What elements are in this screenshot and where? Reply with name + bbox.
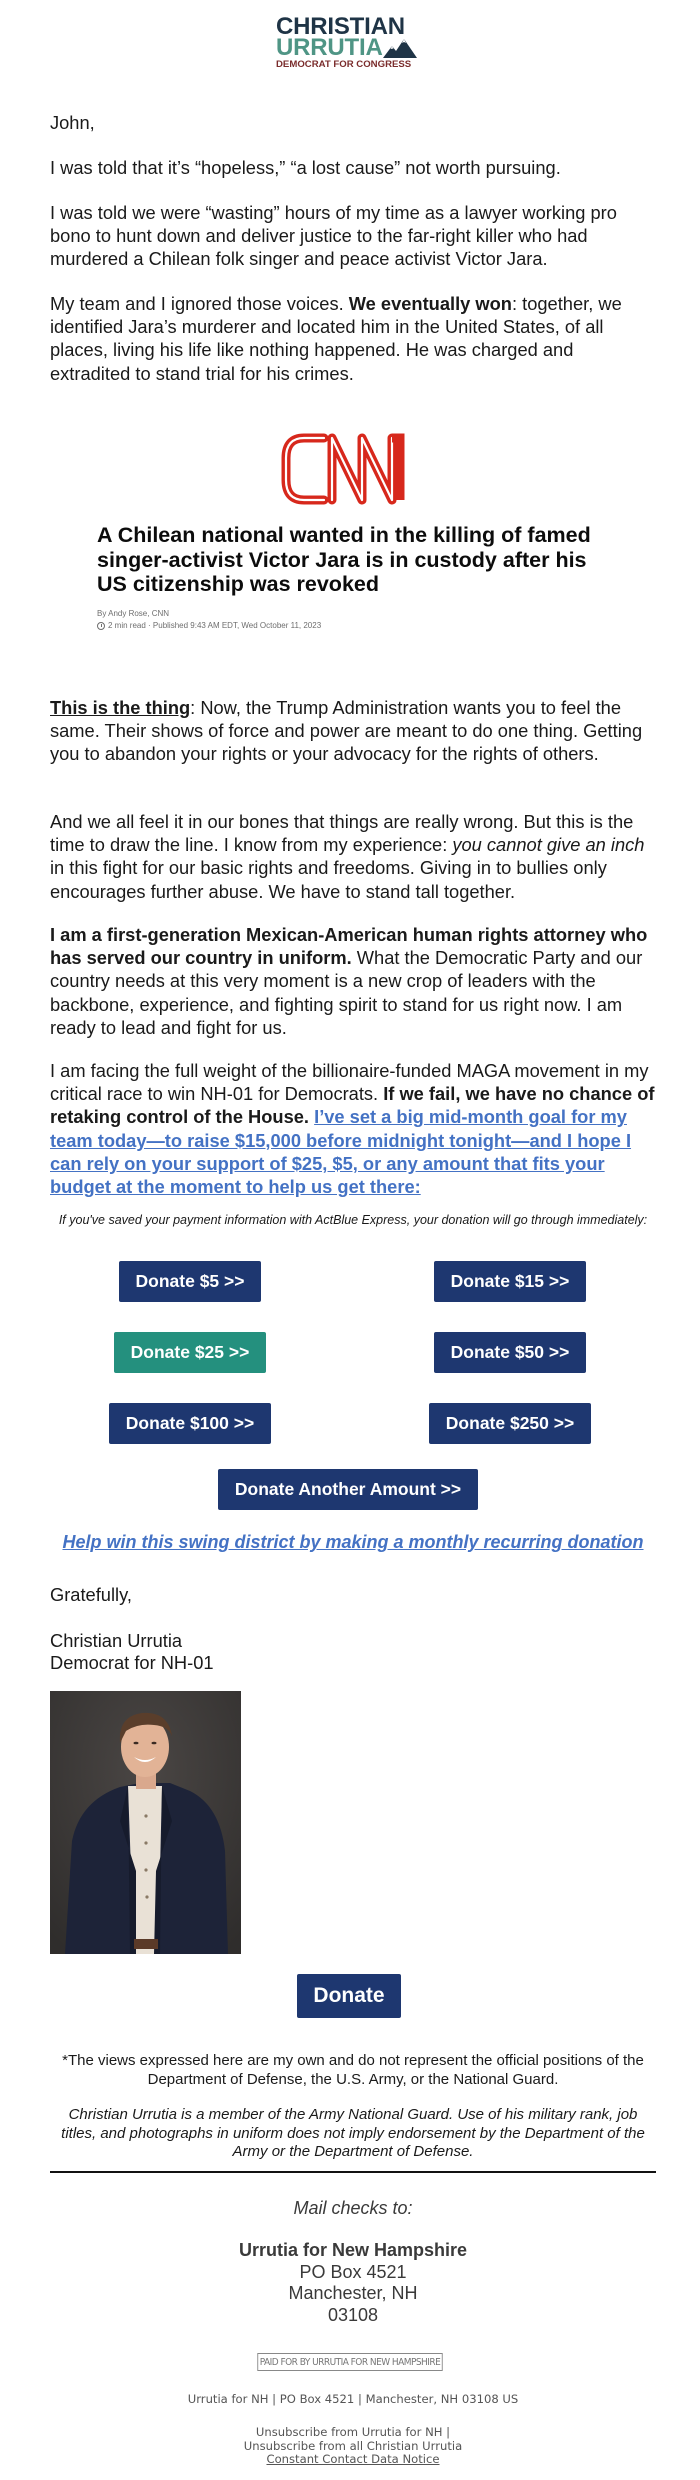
paid-for-box: PAID FOR BY URRUTIA FOR NEW HAMPSHIRE <box>257 2353 442 2371</box>
mail-line1: PO Box 4521 <box>299 2261 407 2282</box>
closing: Gratefully, <box>50 1584 132 1605</box>
footer-links <box>50 2426 656 2467</box>
cnn-meta: 2 min read · Published 9:43 AM EDT, Wed October 11, 2023 <box>97 620 321 632</box>
paragraph-we-won: My team and I ignored those voices. We eventually won: together, we identified Jara’s murderer and located him in the United States, of all places, living his life like nothing happened. He was charged and extradited to stand trial for his crimes. <box>50 293 622 384</box>
donate-250-button[interactable]: Donate $250 >> <box>429 1403 591 1444</box>
this-is-the-thing-emphasis: This is the thing <box>50 697 191 718</box>
logo-first-name: CHRISTIAN <box>276 13 405 40</box>
donate-button[interactable]: Donate <box>297 1974 401 2018</box>
greeting: John, <box>50 112 95 133</box>
logo-last-name: URRUTIA <box>276 34 383 61</box>
signer-name: Christian Urrutia <box>50 1630 183 1651</box>
cnn-byline: By Andy Rose, CNN <box>97 609 170 618</box>
paragraph-hopeless: I was told that it’s “hopeless,” “a lost cause” not worth pursuing. <box>50 157 561 178</box>
mailing-address <box>50 2240 656 2326</box>
mail-line2: Manchester, NH <box>288 2283 418 2303</box>
military-disclaimer: Christian Urrutia is a member of the Army National Guard. Use of his military rank, job titles, and photographs in uniform does not imply endorsement by the Department of the Army or the Department of Defense. <box>61 2106 645 2160</box>
cnn-headline: A Chilean national wanted in the killing of famed singer-activist Victor Jara is in custody after his US citizenship was revoked <box>97 523 591 596</box>
monthly-recurring-link[interactable]: Help win this swing district by making a monthly recurring donation <box>62 1532 644 1552</box>
signer-title: Democrat for NH-01 <box>50 1652 214 1673</box>
donate-100-button[interactable]: Donate $100 >> <box>109 1403 271 1444</box>
mountain-icon <box>383 38 417 58</box>
donate-25-button[interactable]: Donate $25 >> <box>114 1332 266 1373</box>
actblue-note: If you've saved your payment information with ActBlue Express, your donation will go through immediately: <box>58 1213 648 1227</box>
data-notice-link[interactable]: Constant Contact Data Notice <box>266 2452 440 2466</box>
goal-donate-link[interactable]: I’ve set a big mid-month goal for my team today—to raise $15,000 before midnight tonight—and I hope I can rely on your support of $25, $5, or any amount that fits your budget at the moment to help us get there: <box>50 1106 632 1198</box>
paragraph-maga: I am facing the full weight of the billionaire-funded MAGA movement in my critical race to win NH-01 for Democrats. If we fail, we have no chance of retaking control of the House. I’ve set a big mid-month goal for my team today—to raise $15,000 before midnight tonight—and I hope I can rely on your support of $25, $5, or any amount that fits your budget at the moment to help us get there: <box>50 1060 655 1198</box>
unsubscribe-list-link[interactable]: Unsubscribe from Urrutia for NH | <box>255 2425 451 2439</box>
we-won-emphasis: We eventually won <box>348 293 512 314</box>
candidate-photo <box>50 1691 241 1954</box>
donate-5-button[interactable]: Donate $5 >> <box>119 1261 261 1302</box>
unsubscribe-all-link[interactable]: Unsubscribe from all Christian Urrutia <box>243 2438 463 2453</box>
donate-another-amount-button[interactable]: Donate Another Amount >> <box>218 1469 478 1510</box>
logo-tagline: DEMOCRAT FOR CONGRESS <box>276 59 412 70</box>
paragraph-draw-the-line: And we all feel it in our bones that things are really wrong. But this is the time to draw the line. I know from my experience: you cannot give an inch in this fight for our basic rights and freedoms. Giving in to bullies only encourages further abuse. We have to stand tall together. <box>50 811 645 902</box>
campaign-logo <box>276 13 426 78</box>
views-disclaimer: *The views expressed here are my own and do not represent the official positions of the Department of Defense, the U.S. Army, or the National Guard. <box>62 2052 644 2088</box>
paragraph-wasting: I was told we were “wasting” hours of my time as a lawyer working pro bono to hunt down and deliver justice to the far-right killer who had murdered a Chilean folk singer and peace activist Victor Jara. <box>50 202 617 270</box>
cnn-logo <box>280 430 430 508</box>
footer-address: Urrutia for NH | PO Box 4521 | Manchester, NH 03108 US <box>187 2392 519 2406</box>
mail-checks-label: Mail checks to: <box>293 2198 413 2218</box>
paragraph-this-is-the-thing: This is the thing: Now, the Trump Administration wants you to feel the same. Their shows of force and power are meant to do one thing. Getting you to abandon your rights or your advocacy for the rights of others. <box>50 697 643 765</box>
mail-org: Urrutia for New Hampshire <box>238 2240 468 2260</box>
divider <box>50 2171 656 2173</box>
donate-50-button[interactable]: Donate $50 >> <box>434 1332 586 1373</box>
clock-icon <box>97 622 105 630</box>
donate-15-button[interactable]: Donate $15 >> <box>434 1261 586 1302</box>
paragraph-first-generation: I am a first-generation Mexican-American human rights attorney who has served our country in uniform. What the Democratic Party and our country needs at this very moment is a new crop of leaders with the backbone, experience, and fighting spirit to stand for us right now. I am ready to lead and fight for us. <box>50 924 648 1038</box>
mail-line3: 03108 <box>327 2304 379 2325</box>
